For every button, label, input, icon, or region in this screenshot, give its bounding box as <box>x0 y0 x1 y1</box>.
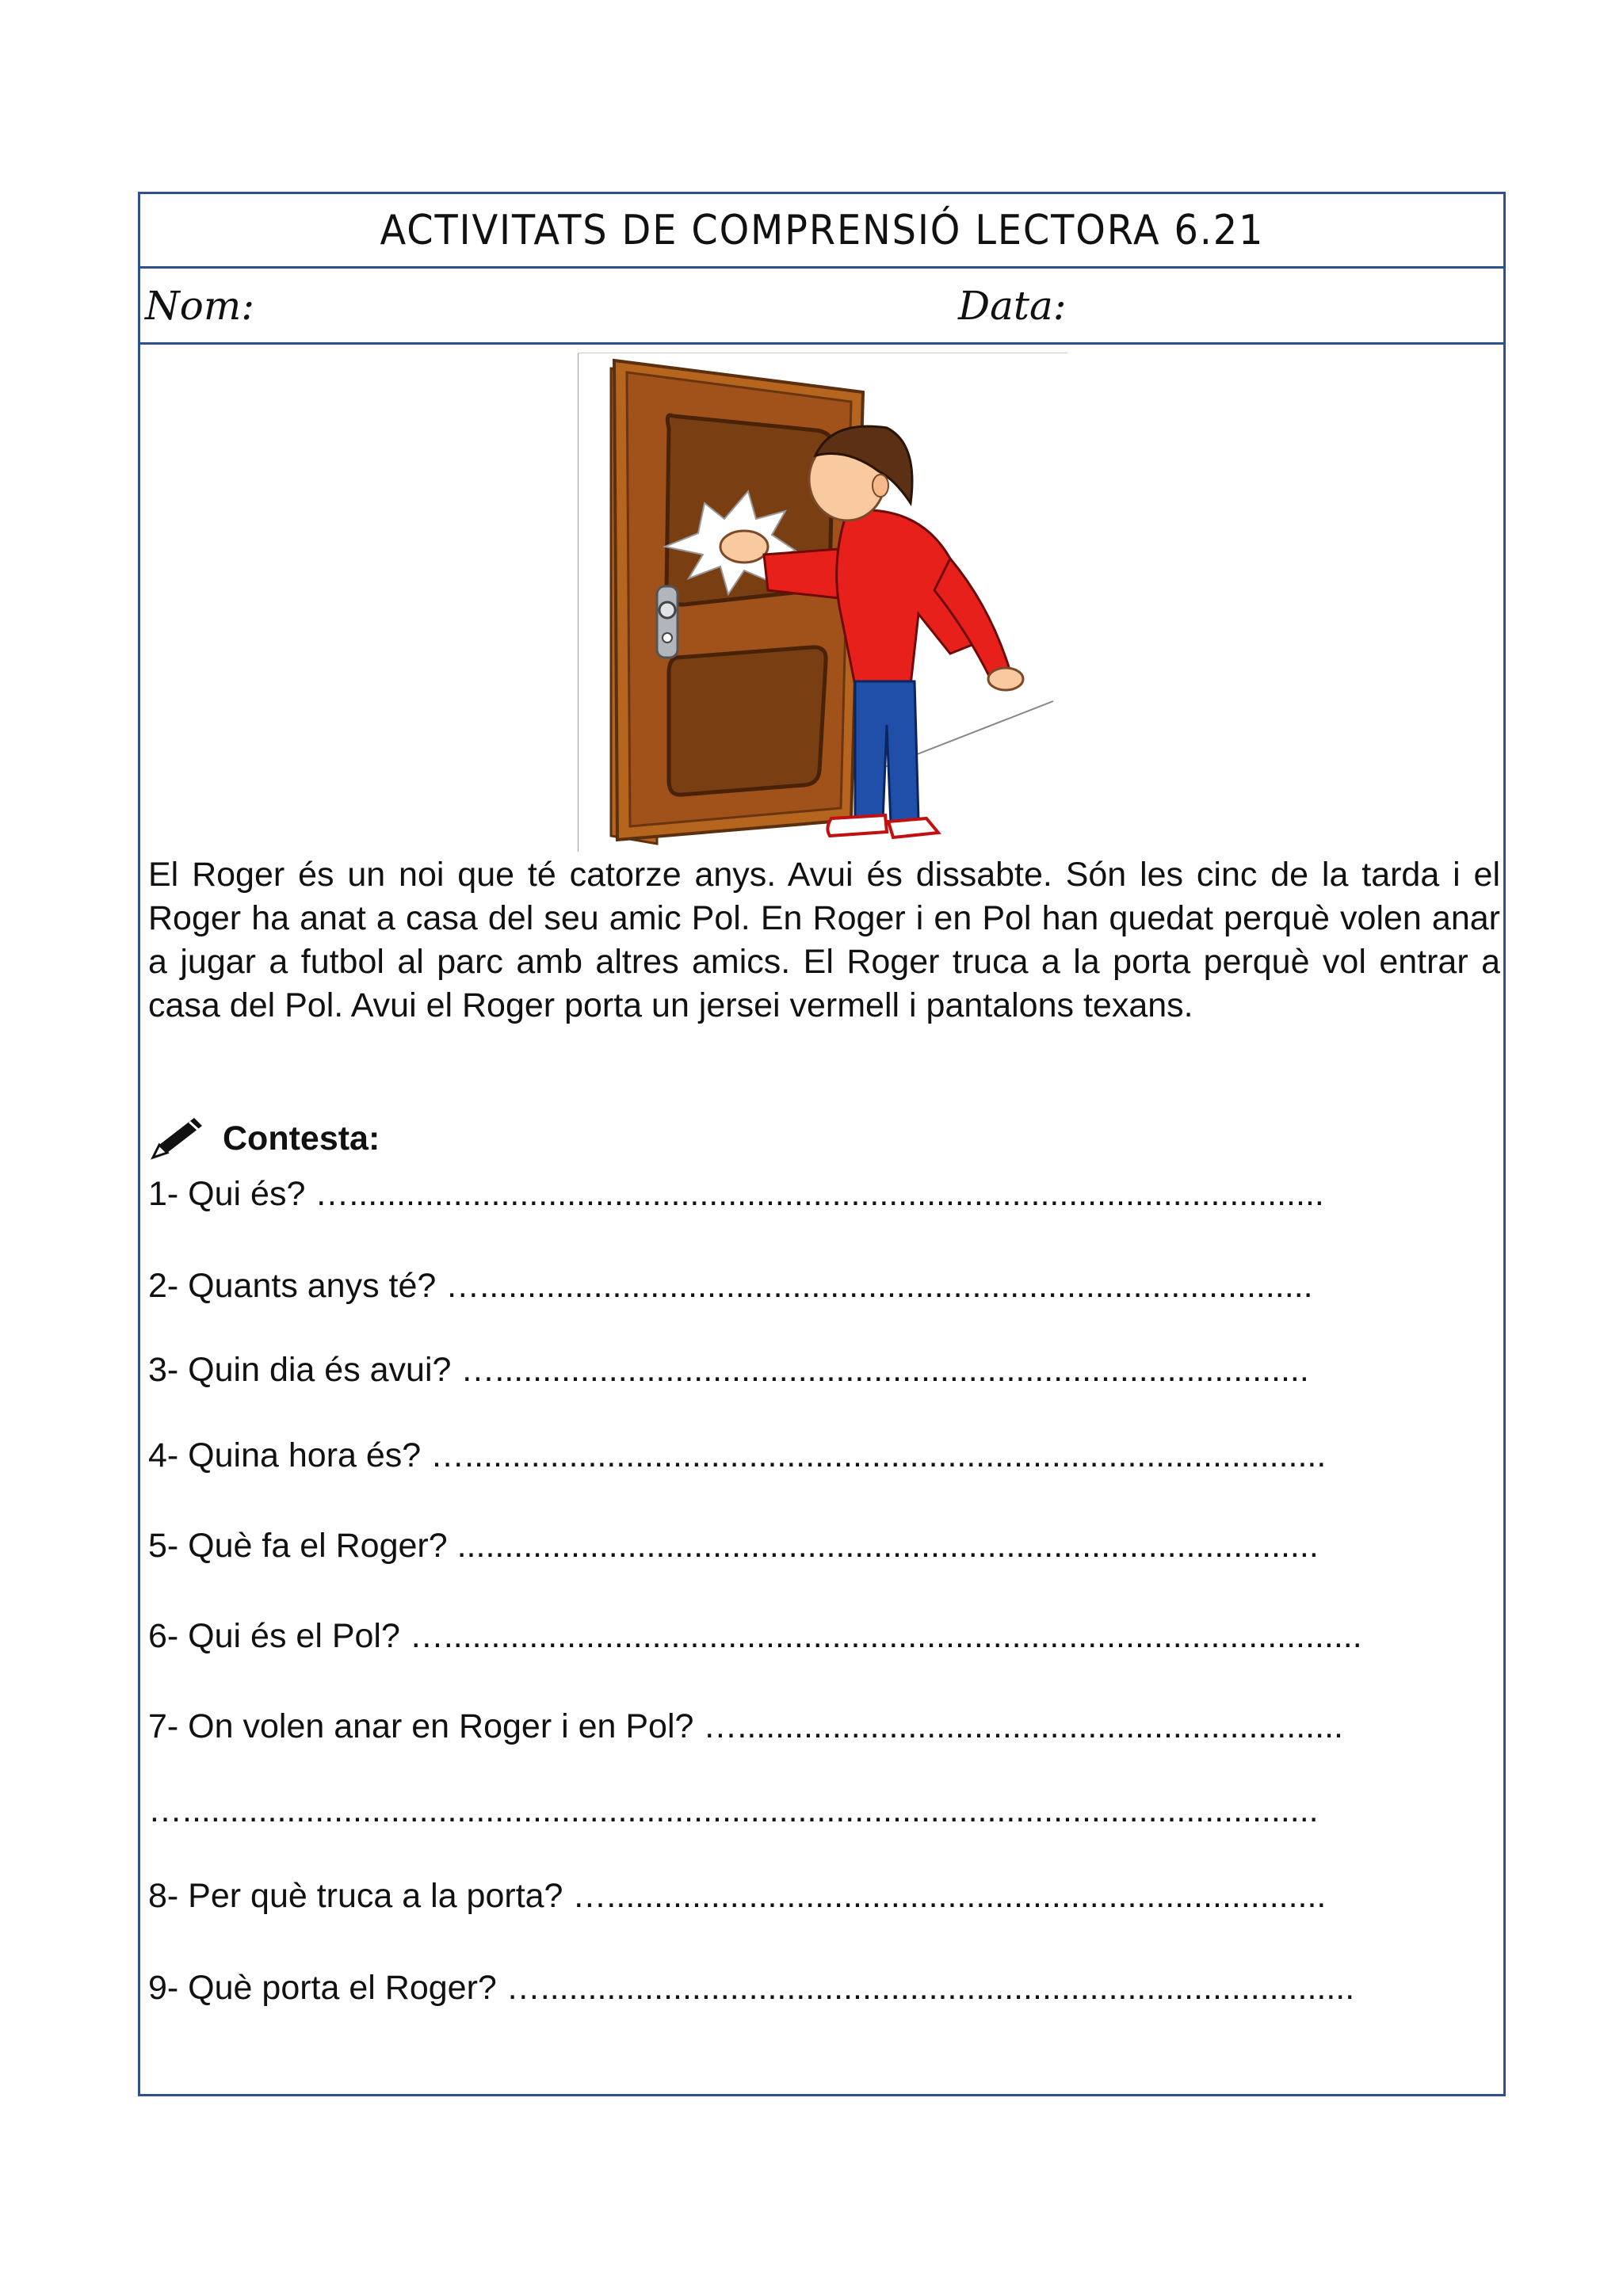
answer-section-label: Contesta: <box>223 1119 380 1158</box>
question-text: 9- Què porta el Roger? <box>148 1969 506 2007</box>
question-6 <box>148 1617 1362 1656</box>
answer-line[interactable]: …....................................................................................................... <box>315 1175 1324 1213</box>
question-text: 1- Qui és? <box>148 1175 315 1213</box>
question-text: 6- Qui és el Pol? <box>148 1617 410 1655</box>
question-text: 8- Per què truca a la porta? <box>148 1877 573 1915</box>
question-1 <box>148 1175 1324 1214</box>
worksheet-frame <box>138 192 1506 2096</box>
question-9 <box>148 1969 1354 2008</box>
boy-knocking-door-illustration <box>578 353 1067 852</box>
name-label: Nom: <box>145 283 255 329</box>
title-row <box>140 194 1503 269</box>
worksheet-title: ACTIVITATS DE COMPRENSIÓ LECTORA 6.21 <box>380 206 1264 254</box>
answer-section-header <box>148 1115 380 1162</box>
question-text: 7- On volen anar en Roger i en Pol? <box>148 1707 704 1745</box>
answer-line[interactable]: …...................................................................................... <box>506 1969 1355 2007</box>
question-text: 3- Quin dia és avui? <box>148 1351 461 1389</box>
question-text: 4- Quina hora és? <box>148 1436 431 1474</box>
answer-line[interactable]: …........................................................................................................................ <box>148 1791 1319 1829</box>
question-7-continuation <box>148 1791 1319 1830</box>
answer-line[interactable]: …........................................................................................... <box>430 1436 1327 1474</box>
answer-line[interactable]: …............................................................................ <box>572 1877 1327 1915</box>
answer-line[interactable]: ........................................................................................... <box>456 1527 1319 1565</box>
question-5 <box>148 1527 1319 1566</box>
name-date-row <box>140 269 1503 345</box>
question-text: 2- Quants anys té? <box>148 1267 446 1305</box>
question-4 <box>148 1436 1326 1475</box>
pencil-icon <box>148 1115 205 1162</box>
question-7 <box>148 1707 1343 1746</box>
answer-line[interactable]: …................................................................................................. <box>409 1617 1362 1655</box>
answer-line[interactable]: …...................................................................................... <box>460 1351 1309 1389</box>
answer-line[interactable]: …................................................................ <box>703 1707 1343 1745</box>
question-8 <box>148 1877 1326 1916</box>
date-label: Data: <box>958 283 1067 329</box>
question-text: 5- Què fa el Roger? <box>148 1527 457 1565</box>
answer-line[interactable]: …........................................................................................ <box>445 1267 1313 1305</box>
question-3 <box>148 1351 1309 1390</box>
question-2 <box>148 1267 1313 1306</box>
reading-passage: El Roger és un noi que té catorze anys. Avui és dissabte. Són les cinc de la tarda i el Roger ha anat a casa del seu amic Pol. En Roger i en Pol han quedat perquè volen anar a jugar a futbol al parc amb altres amics. El Roger truca a la porta perquè vol entrar a casa del Pol. Avui el Roger porta un jersei vermell i pantalons texans. <box>148 856 1500 1024</box>
